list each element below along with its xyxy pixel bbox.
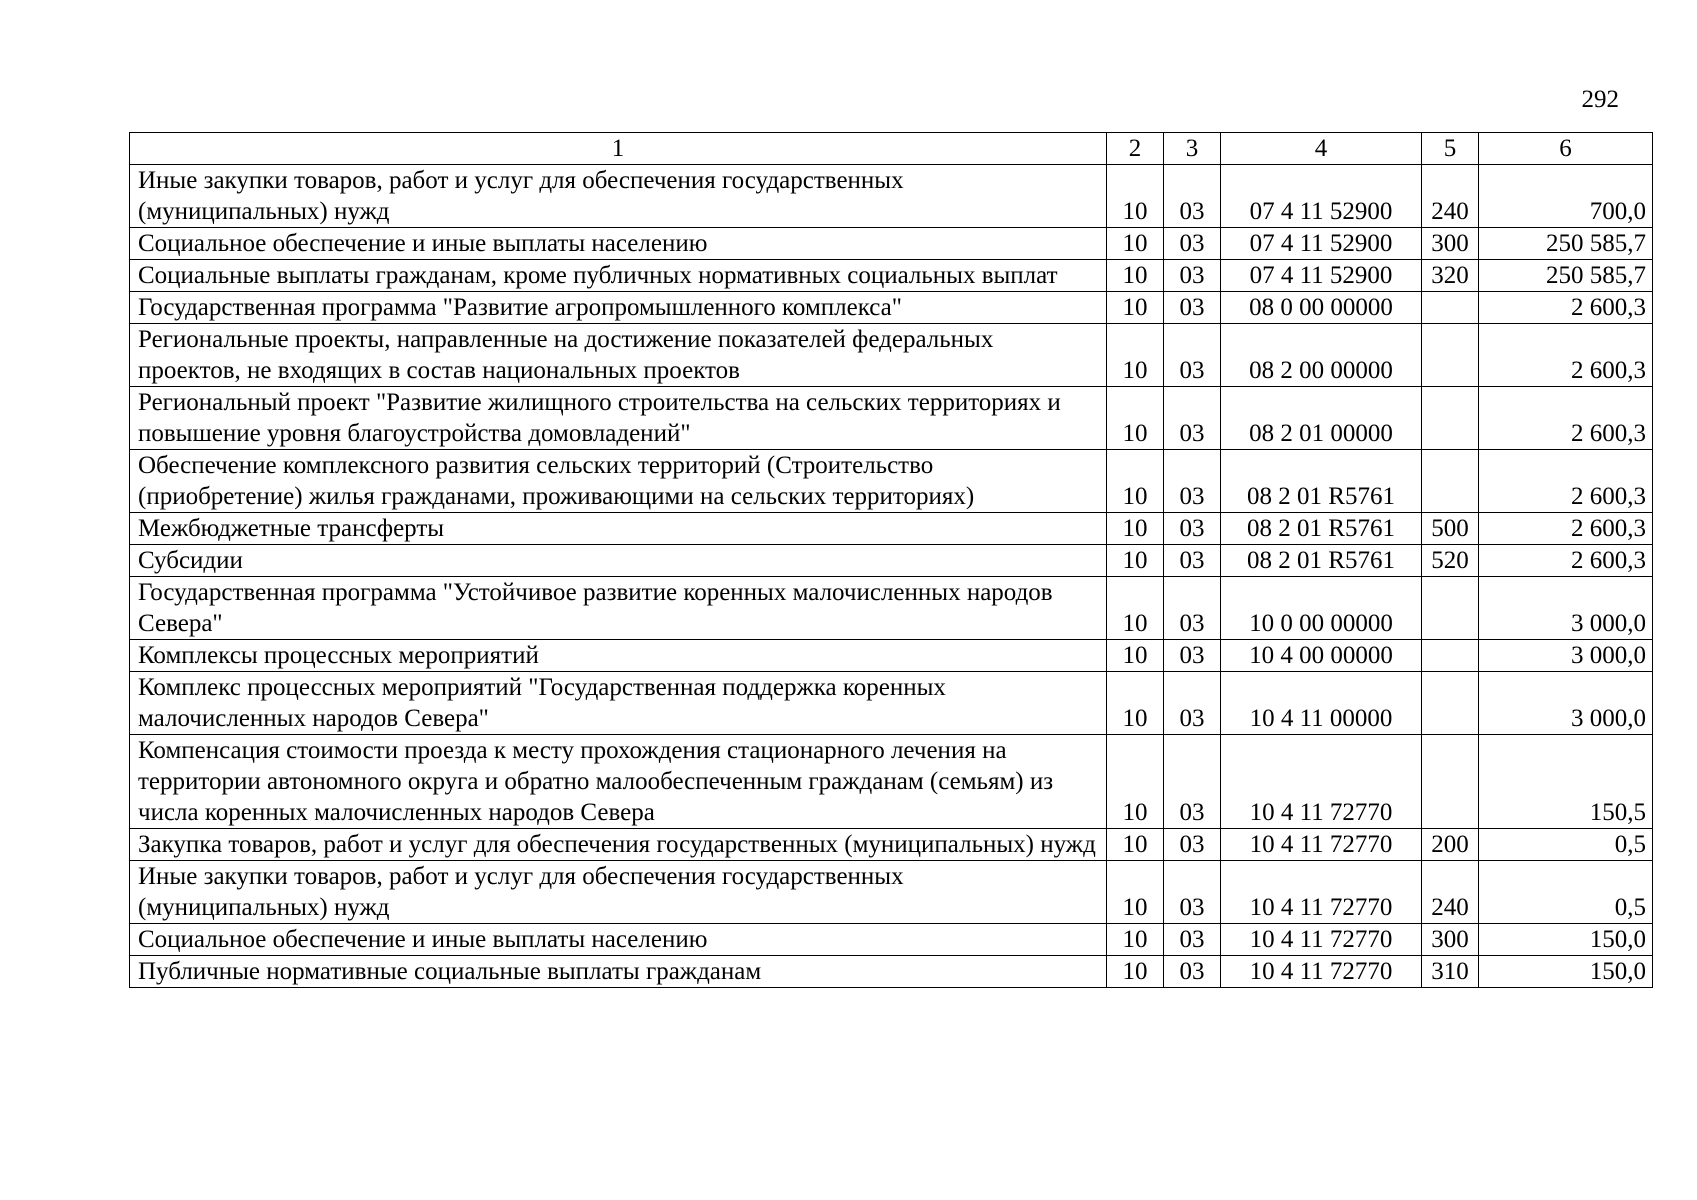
row-section-cell: 10 [1107, 735, 1164, 829]
row-kind-cell: 200 [1422, 829, 1479, 861]
row-kind-cell [1422, 640, 1479, 672]
row-kind-cell [1422, 735, 1479, 829]
table-row [130, 956, 1653, 988]
row-subsection-cell: 03 [1164, 292, 1221, 324]
column-header-target: 4 [1221, 133, 1422, 165]
row-kind-cell: 240 [1422, 165, 1479, 228]
row-kind-cell [1422, 324, 1479, 387]
row-target-cell: 10 4 11 00000 [1221, 672, 1422, 735]
row-name-cell: Государственная программа "Устойчивое развитие коренных малочисленных народов Севера" [130, 577, 1107, 640]
row-section-cell: 10 [1107, 577, 1164, 640]
row-target-cell: 07 4 11 52900 [1221, 260, 1422, 292]
row-name-cell: Иные закупки товаров, работ и услуг для обеспечения государственных (муниципальных) нужд [130, 861, 1107, 924]
row-amount-cell: 3 000,0 [1479, 672, 1653, 735]
row-target-cell: 07 4 11 52900 [1221, 228, 1422, 260]
row-section-cell: 10 [1107, 228, 1164, 260]
row-subsection-cell: 03 [1164, 861, 1221, 924]
row-subsection-cell: 03 [1164, 387, 1221, 450]
row-section-cell: 10 [1107, 165, 1164, 228]
row-amount-cell: 2 600,3 [1479, 545, 1653, 577]
row-name-cell: Иные закупки товаров, работ и услуг для обеспечения государственных (муниципальных) нужд [130, 165, 1107, 228]
row-amount-cell: 2 600,3 [1479, 513, 1653, 545]
column-header-amount: 6 [1479, 133, 1653, 165]
row-kind-cell: 320 [1422, 260, 1479, 292]
row-section-cell: 10 [1107, 513, 1164, 545]
row-section-cell: 10 [1107, 924, 1164, 956]
row-target-cell: 10 4 11 72770 [1221, 861, 1422, 924]
row-subsection-cell: 03 [1164, 324, 1221, 387]
row-subsection-cell: 03 [1164, 450, 1221, 513]
row-subsection-cell: 03 [1164, 829, 1221, 861]
row-name-cell: Региональные проекты, направленные на достижение показателей федеральных проектов, не входящих в состав национальных проектов [130, 324, 1107, 387]
row-subsection-cell: 03 [1164, 924, 1221, 956]
row-target-cell: 08 0 00 00000 [1221, 292, 1422, 324]
table-row [130, 324, 1653, 387]
row-kind-cell: 520 [1422, 545, 1479, 577]
row-target-cell: 08 2 00 00000 [1221, 324, 1422, 387]
table-row [130, 924, 1653, 956]
table-body [130, 165, 1653, 988]
column-header-subsection: 3 [1164, 133, 1221, 165]
row-kind-cell: 240 [1422, 861, 1479, 924]
row-section-cell: 10 [1107, 829, 1164, 861]
column-header-name: 1 [130, 133, 1107, 165]
row-section-cell: 10 [1107, 640, 1164, 672]
row-name-cell: Социальные выплаты гражданам, кроме публичных нормативных социальных выплат [130, 260, 1107, 292]
row-subsection-cell: 03 [1164, 640, 1221, 672]
table-row [130, 545, 1653, 577]
row-amount-cell: 150,0 [1479, 956, 1653, 988]
row-kind-cell [1422, 387, 1479, 450]
row-name-cell: Региональный проект "Развитие жилищного строительства на сельских территориях и повышение уровня благоустройства домовладений" [130, 387, 1107, 450]
row-kind-cell [1422, 577, 1479, 640]
row-target-cell: 10 4 11 72770 [1221, 924, 1422, 956]
row-section-cell: 10 [1107, 861, 1164, 924]
table-row [130, 228, 1653, 260]
row-name-cell: Субсидии [130, 545, 1107, 577]
row-section-cell: 10 [1107, 956, 1164, 988]
row-target-cell: 10 4 11 72770 [1221, 735, 1422, 829]
row-subsection-cell: 03 [1164, 513, 1221, 545]
row-section-cell: 10 [1107, 450, 1164, 513]
row-subsection-cell: 03 [1164, 165, 1221, 228]
row-section-cell: 10 [1107, 672, 1164, 735]
row-amount-cell: 0,5 [1479, 829, 1653, 861]
row-subsection-cell: 03 [1164, 956, 1221, 988]
row-section-cell: 10 [1107, 545, 1164, 577]
row-kind-cell: 310 [1422, 956, 1479, 988]
table-row [130, 260, 1653, 292]
table-header-row [130, 133, 1653, 165]
row-name-cell: Межбюджетные трансферты [130, 513, 1107, 545]
row-target-cell: 10 4 11 72770 [1221, 956, 1422, 988]
table-row [130, 672, 1653, 735]
row-subsection-cell: 03 [1164, 577, 1221, 640]
row-target-cell: 08 2 01 00000 [1221, 387, 1422, 450]
row-target-cell: 10 4 00 00000 [1221, 640, 1422, 672]
row-kind-cell: 300 [1422, 228, 1479, 260]
row-target-cell: 10 4 11 72770 [1221, 829, 1422, 861]
table-row [130, 735, 1653, 829]
row-kind-cell: 300 [1422, 924, 1479, 956]
row-subsection-cell: 03 [1164, 545, 1221, 577]
row-amount-cell: 2 600,3 [1479, 387, 1653, 450]
row-subsection-cell: 03 [1164, 735, 1221, 829]
row-subsection-cell: 03 [1164, 228, 1221, 260]
row-name-cell: Закупка товаров, работ и услуг для обеспечения государственных (муниципальных) нужд [130, 829, 1107, 861]
row-amount-cell: 150,0 [1479, 924, 1653, 956]
row-kind-cell: 500 [1422, 513, 1479, 545]
row-amount-cell: 2 600,3 [1479, 292, 1653, 324]
budget-table [129, 132, 1653, 988]
column-header-section: 2 [1107, 133, 1164, 165]
table-row [130, 387, 1653, 450]
row-name-cell: Комплексы процессных мероприятий [130, 640, 1107, 672]
table-row [130, 165, 1653, 228]
table-row [130, 577, 1653, 640]
row-name-cell: Комплекс процессных мероприятий "Государственная поддержка коренных малочисленных народов Севера" [130, 672, 1107, 735]
row-amount-cell: 250 585,7 [1479, 228, 1653, 260]
row-name-cell: Государственная программа "Развитие агропромышленного комплекса" [130, 292, 1107, 324]
row-kind-cell [1422, 672, 1479, 735]
table-row [130, 513, 1653, 545]
row-name-cell: Компенсация стоимости проезда к месту прохождения стационарного лечения на территории автономного округа и обратно малообеспеченным гражданам (семьям) из числа коренных малочисленных народов Севера [130, 735, 1107, 829]
row-target-cell: 10 0 00 00000 [1221, 577, 1422, 640]
column-header-kind: 5 [1422, 133, 1479, 165]
row-subsection-cell: 03 [1164, 260, 1221, 292]
row-name-cell: Социальное обеспечение и иные выплаты населению [130, 228, 1107, 260]
row-kind-cell [1422, 292, 1479, 324]
table-row [130, 292, 1653, 324]
row-subsection-cell: 03 [1164, 672, 1221, 735]
row-section-cell: 10 [1107, 260, 1164, 292]
table-row [130, 450, 1653, 513]
row-target-cell: 07 4 11 52900 [1221, 165, 1422, 228]
row-target-cell: 08 2 01 R5761 [1221, 450, 1422, 513]
row-target-cell: 08 2 01 R5761 [1221, 513, 1422, 545]
row-kind-cell [1422, 450, 1479, 513]
page-number: 292 [1581, 86, 1619, 113]
row-name-cell: Обеспечение комплексного развития сельских территорий (Строительство (приобретение) жилья гражданами, проживающими на сельских территориях) [130, 450, 1107, 513]
row-section-cell: 10 [1107, 292, 1164, 324]
row-target-cell: 08 2 01 R5761 [1221, 545, 1422, 577]
row-amount-cell: 3 000,0 [1479, 640, 1653, 672]
table-row [130, 640, 1653, 672]
row-amount-cell: 3 000,0 [1479, 577, 1653, 640]
row-name-cell: Публичные нормативные социальные выплаты гражданам [130, 956, 1107, 988]
row-amount-cell: 0,5 [1479, 861, 1653, 924]
row-section-cell: 10 [1107, 387, 1164, 450]
row-amount-cell: 2 600,3 [1479, 324, 1653, 387]
table-row [130, 829, 1653, 861]
table-row [130, 861, 1653, 924]
row-amount-cell: 2 600,3 [1479, 450, 1653, 513]
row-amount-cell: 250 585,7 [1479, 260, 1653, 292]
row-section-cell: 10 [1107, 324, 1164, 387]
row-amount-cell: 150,5 [1479, 735, 1653, 829]
row-name-cell: Социальное обеспечение и иные выплаты населению [130, 924, 1107, 956]
row-amount-cell: 700,0 [1479, 165, 1653, 228]
